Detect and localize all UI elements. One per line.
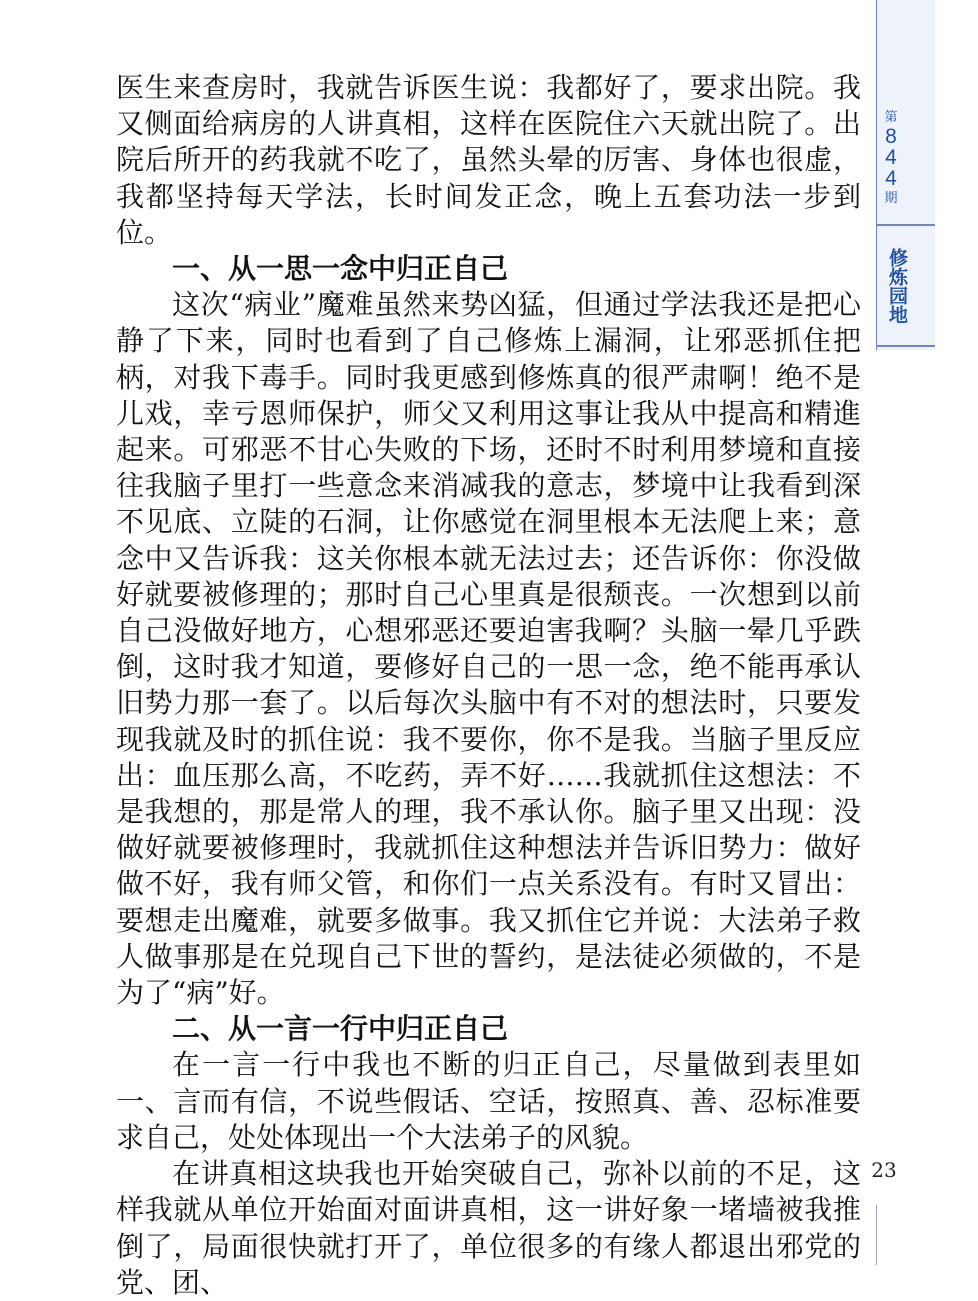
sidebar-divider	[876, 224, 935, 226]
paragraph: 在一言一行中我也不断的归正自己，尽量做到表里如一、言而有信，不说些假话、空话，按照真、善、忍标准要求自己，处处体现出一个大法弟子的风貌。	[116, 1048, 861, 1154]
paragraph: 医生来查房时，我就告诉医生说：我都好了，要求出院。我又侧面给病房的人讲真相，这样在医院住六天就出院了。出院后所开的药我就不吃了，虽然头晕的厉害、身体也很虚，我都坚持每天学法，长时间发正念，晚上五套功法一步到位。	[116, 71, 861, 249]
sidebar-divider	[876, 345, 935, 347]
section-heading: 一、从一思一念中归正自己	[172, 252, 509, 286]
section-heading: 二、从一言一行中归正自己	[172, 1012, 509, 1046]
issue-digit: 4	[885, 146, 897, 169]
issue-number	[876, 108, 906, 207]
column-title: 修炼园地	[886, 248, 908, 324]
paragraph: 这次“病业”魔难虽然来势凶猛，但通过学法我还是把心静了下来，同时也看到了自己修炼上漏洞，让邪恶抓住把柄，对我下毒手。同时我更感到修炼真的很严肃啊！绝不是儿戏，幸亏恩师保护，师父又利用这事让我从中提高和精進起来。可邪恶不甘心失败的下场，还时不时利用梦境和直接往我脑子里打一些意念来消减我的意志，梦境中让我看到深不见底、立陡的石洞，让你感觉在洞里根本无法爬上来；意念中又告诉我：这关你根本就无法过去；还告诉你：你没做好就要被修理的；那时自己心里真是很颓丧。一次想到以前自己没做好地方，心想邪恶还要迫害我啊？头脑一晕几乎跌倒，这时我才知道，要修好自己的一思一念，绝不能再承认旧势力那一套了。以后每次头脑中有不对的想法时，只要发现我就及时的抓住说：我不要你，你不是我。当脑子里反应出：血压那么高，不吃药，弄不好……我就抓住这想法：不是我想的，那是常人的理，我不承认你。脑子里又出现：没做好就要被修理时，我就抓住这种想法并告诉旧势力：做好做不好，我有师父管，和你们一点关系没有。有时又冒出：要想走出魔难，就要多做事。我又抓住它并说：大法弟子救人做事那是在兑现自己下世的誓约，是法徒必须做的，不是为了“病”好。	[116, 288, 861, 1010]
bottom-rule	[876, 1205, 877, 1265]
issue-digit: 4	[885, 167, 897, 190]
issue-digit: 8	[885, 125, 897, 148]
issue-suffix: 期	[884, 190, 898, 205]
article-body	[116, 70, 861, 1301]
issue-prefix: 第	[884, 109, 898, 124]
paragraph: 在讲真相这块我也开始突破自己，弥补以前的不足，这样我就从单位开始面对面讲真相，这一讲好象一堵墙被我推倒了，局面很快就打开了，单位很多的有缘人都退出邪党的党、团、	[116, 1157, 861, 1299]
page-number: 23	[871, 1158, 897, 1182]
